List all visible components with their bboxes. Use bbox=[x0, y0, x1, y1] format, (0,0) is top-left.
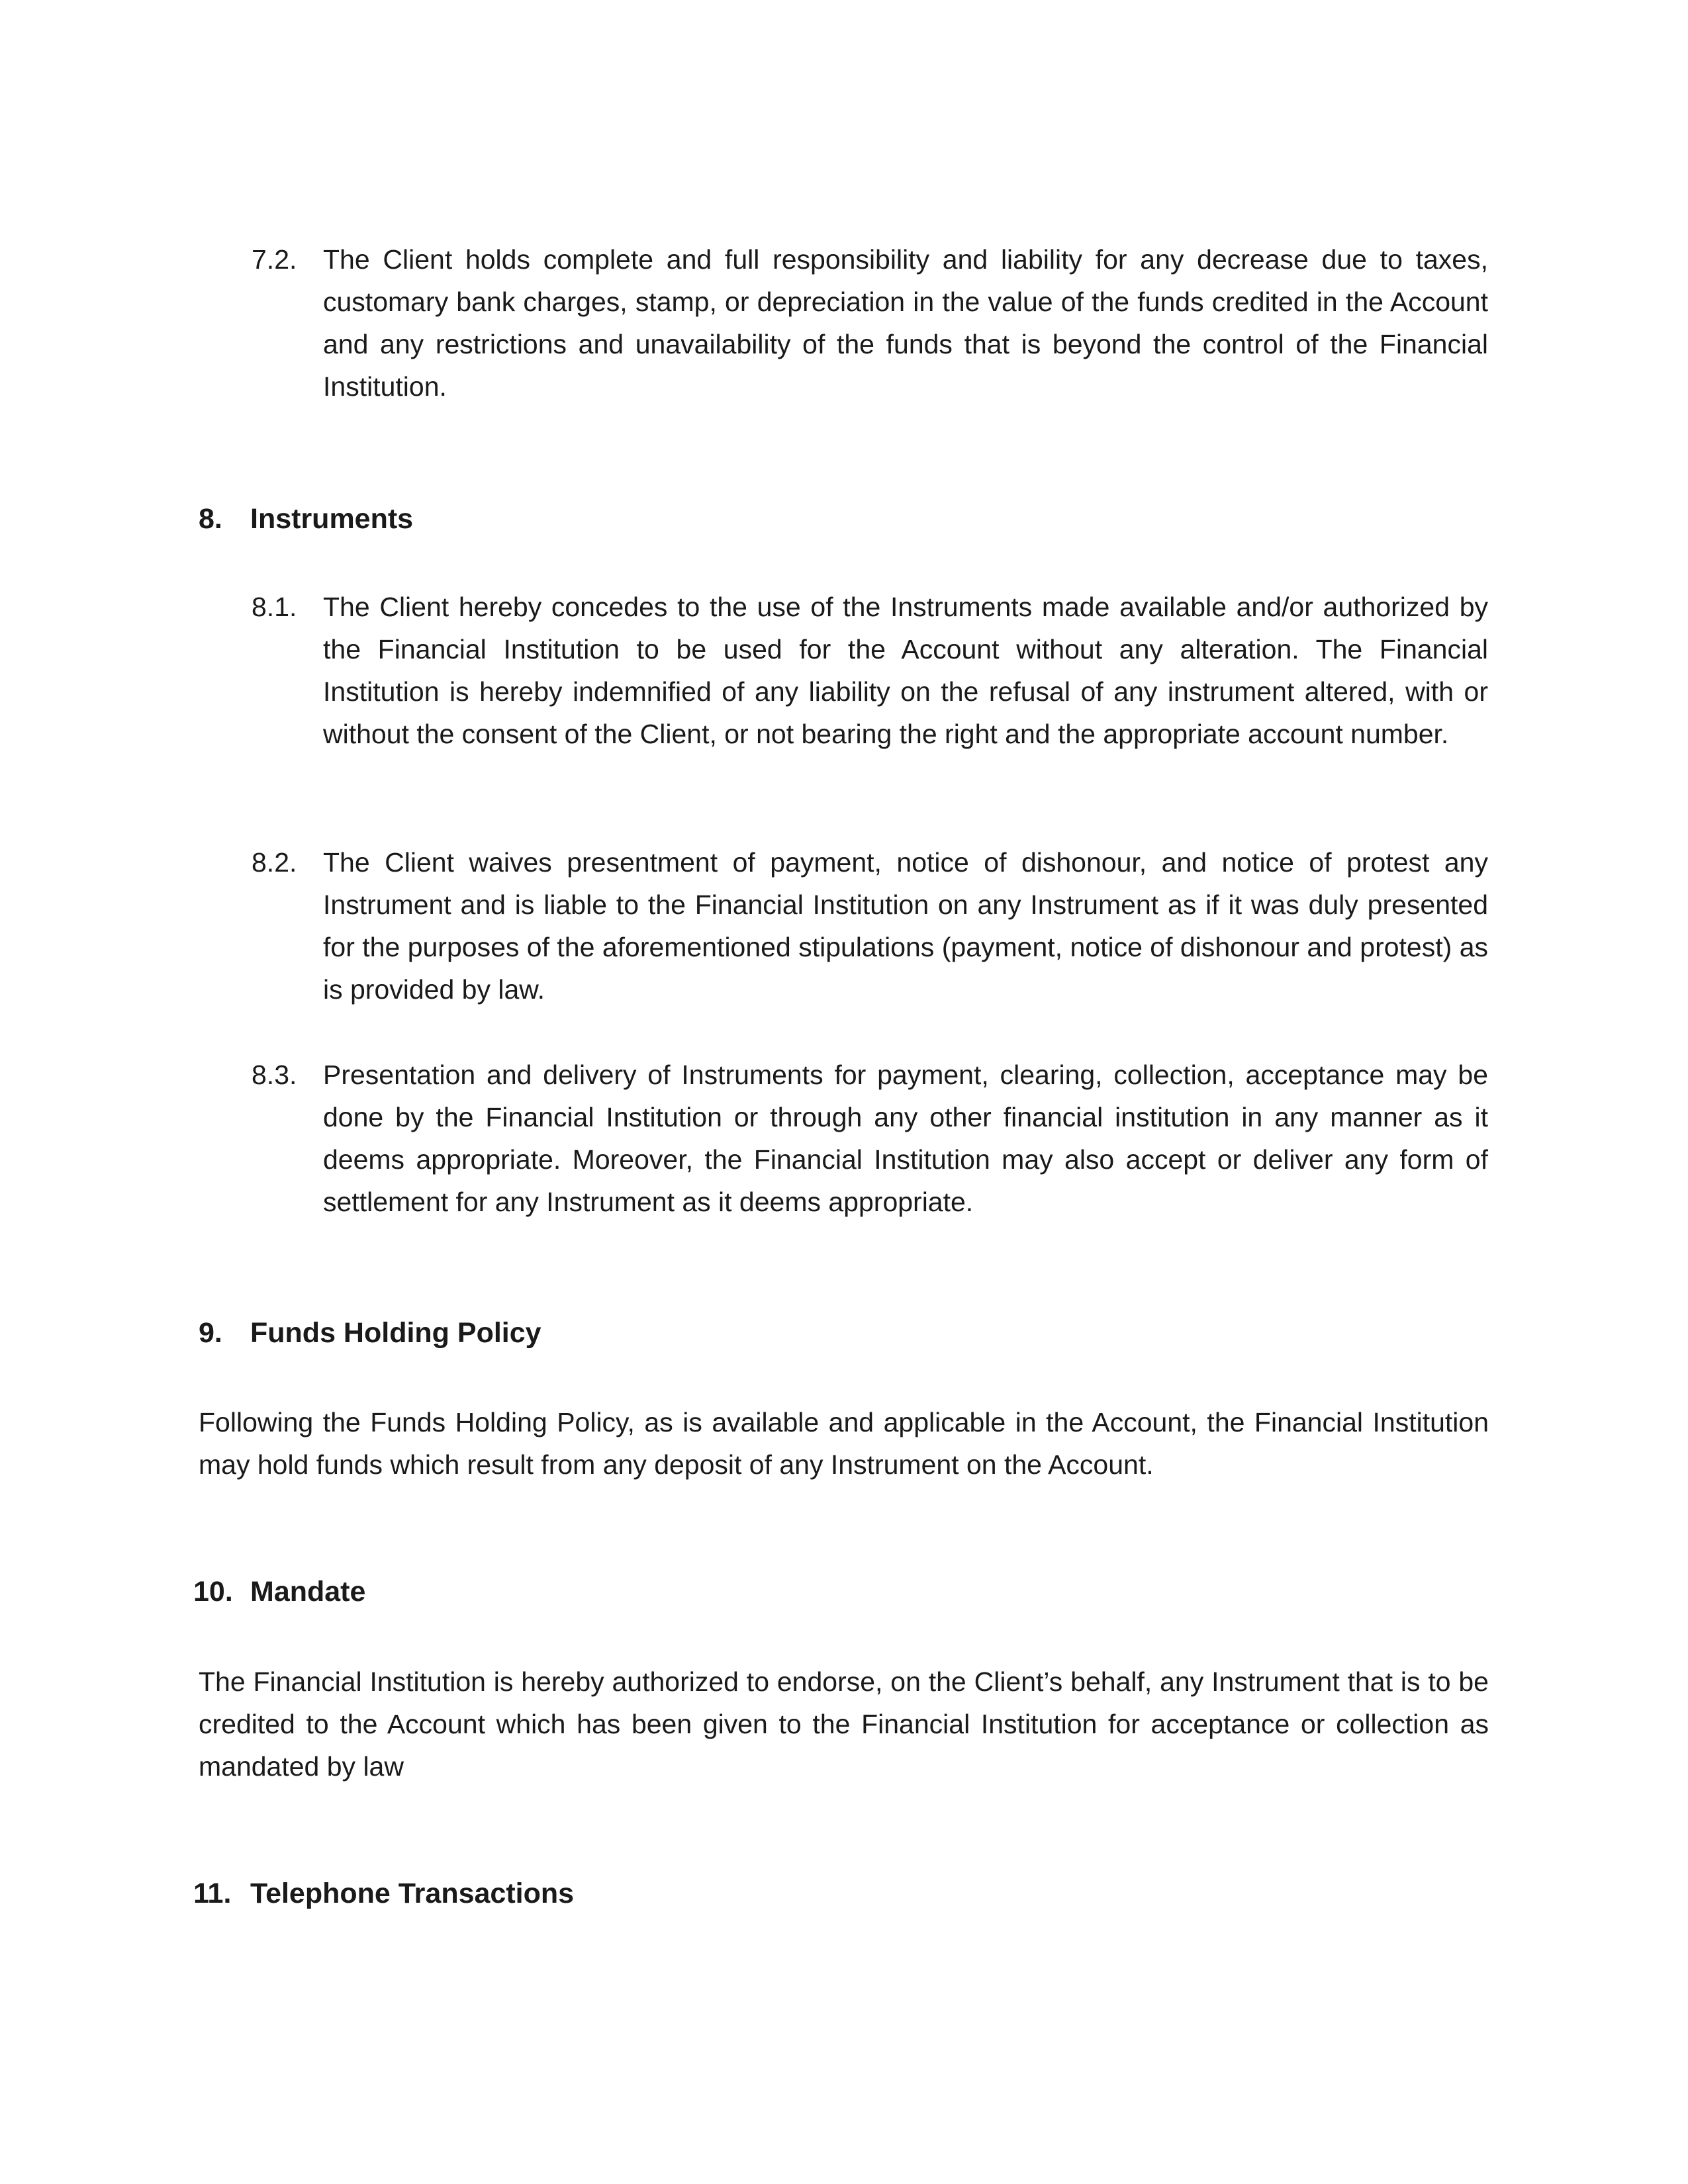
clause-7-2 bbox=[252, 238, 1488, 408]
section-number: 10. bbox=[193, 1576, 233, 1608]
mandate-paragraph: The Financial Institution is hereby authorized to endorse, on the Client’s behalf, any Instrument that is to be credited to the Account which has been given to the Financial Institution for acceptance or collection as mandated by law bbox=[199, 1666, 1489, 1782]
section-title: Telephone Transactions bbox=[250, 1878, 575, 1909]
clause-text: The Client waives presentment of payment, notice of dishonour, and notice of protest any Instrument and is liable to the Financial Institution on any Instrument as if it was duly presented for the purposes of the aforementioned stipulations (payment, notice of dishonour and protest) as is provided by law. bbox=[323, 847, 1488, 1005]
clause-8-1 bbox=[252, 586, 1488, 755]
clause-text: The Client hereby concedes to the use of the Instruments made available and/or authorized by the Financial Institution to be used for the Account without any alteration. The Financial Institution is hereby indemnified of any liability on the refusal of any instrument altered, with or without the consent of the Client, or not bearing the right and the appropriate account number. bbox=[323, 592, 1488, 749]
funds-holding-policy-paragraph: Following the Funds Holding Policy, as is available and applicable in the Account, the Financial Institution may hold funds which result from any deposit of any Instrument on the Account. bbox=[199, 1407, 1489, 1480]
clause-number: 7.2. bbox=[252, 244, 297, 275]
section-number: 11. bbox=[193, 1878, 232, 1909]
section-heading-instruments bbox=[199, 498, 414, 540]
section-title: Mandate bbox=[250, 1576, 366, 1608]
section-number: 8. bbox=[199, 503, 222, 535]
clause-text: Presentation and delivery of Instruments for payment, clearing, collection, acceptance may be done by the Financial Institution or through any other financial institution in any manner as it deems appropriate. Moreover, the Financial Institution may also accept or deliver any form of settlement for any Instrument as it deems appropriate. bbox=[323, 1060, 1488, 1217]
section-title: Instruments bbox=[250, 503, 414, 535]
section-title: Funds Holding Policy bbox=[250, 1317, 541, 1349]
clause-8-3 bbox=[252, 1054, 1488, 1223]
clause-number: 8.1. bbox=[252, 592, 297, 622]
section-heading-mandate bbox=[193, 1570, 366, 1613]
section-heading-telephone-transactions bbox=[193, 1872, 575, 1915]
clause-number: 8.3. bbox=[252, 1060, 297, 1090]
clause-text: The Client holds complete and full responsibility and liability for any decrease due to taxes, customary bank charges, stamp, or depreciation in the value of the funds credited in the Account and any restrictions and unavailability of the funds that is beyond the control of the Financial Institution. bbox=[323, 244, 1488, 402]
section-number: 9. bbox=[199, 1317, 222, 1349]
clause-number: 8.2. bbox=[252, 847, 297, 878]
clause-8-2 bbox=[252, 841, 1488, 1011]
section-heading-funds-holding-policy bbox=[199, 1312, 541, 1354]
